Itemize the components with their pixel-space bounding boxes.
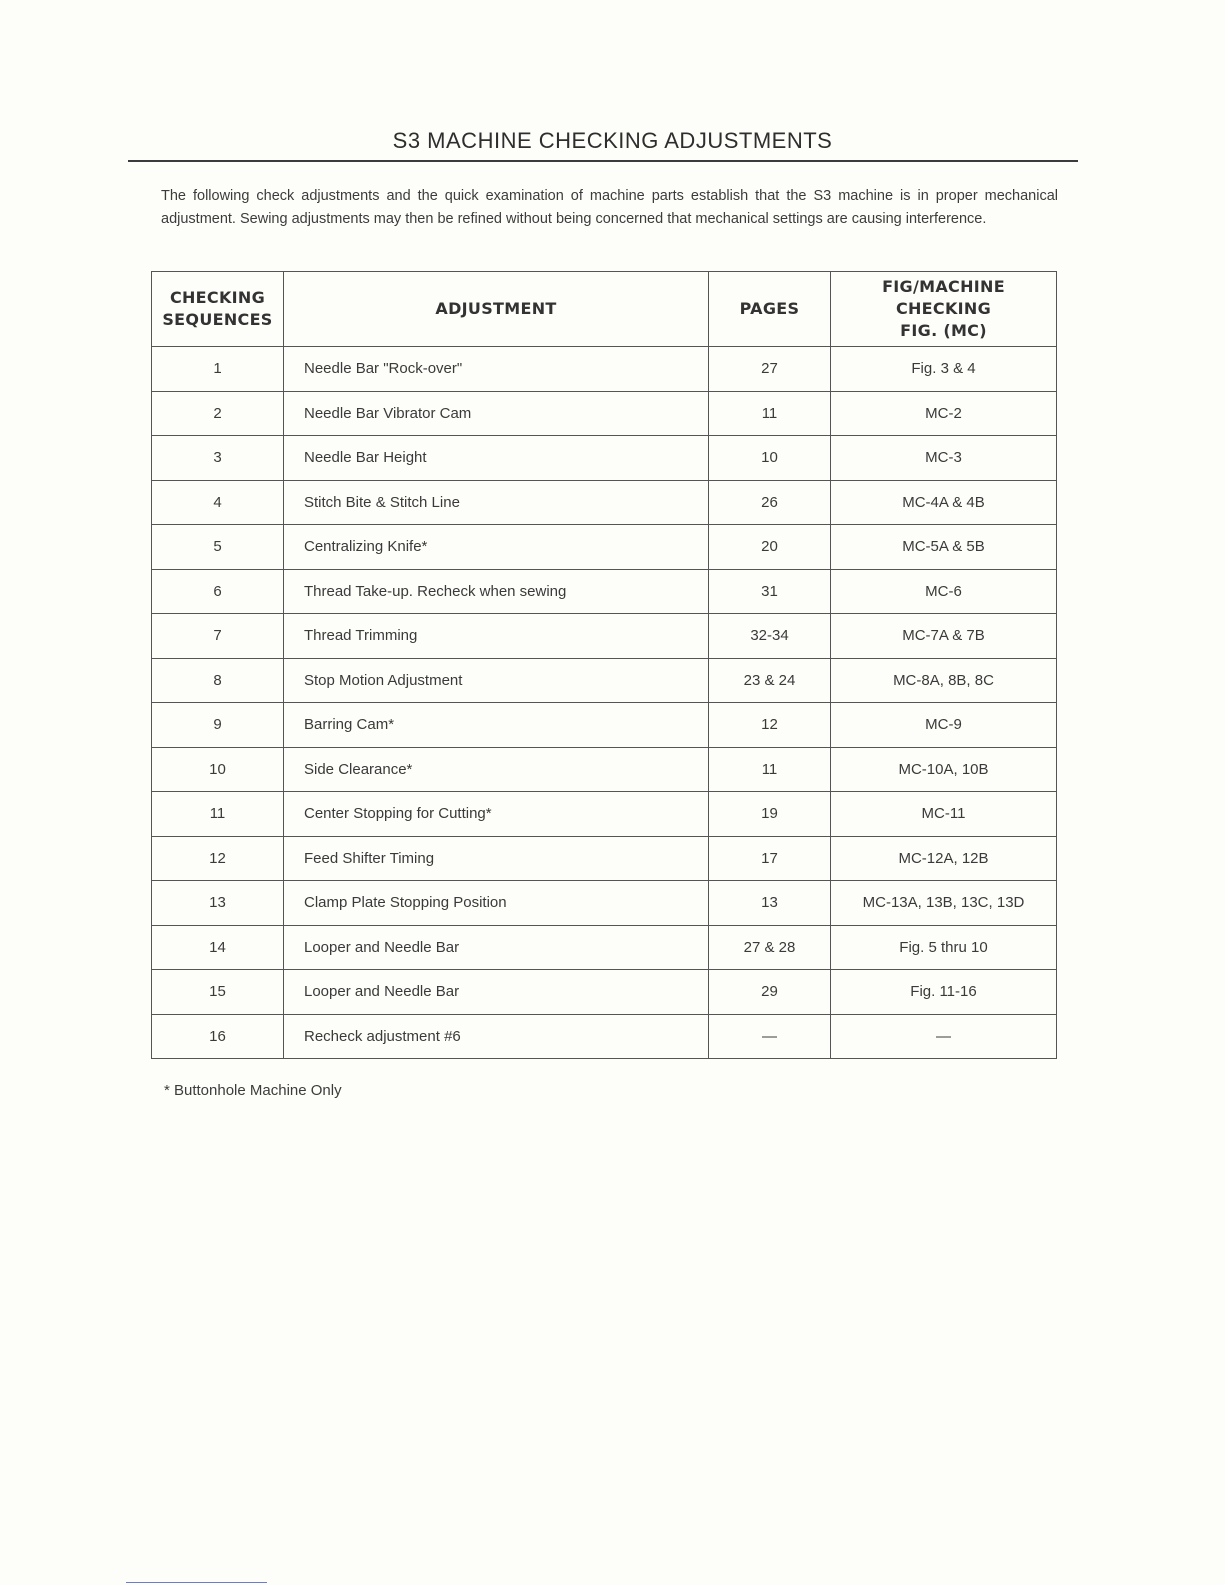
cell-sequence: 1 [152, 347, 284, 392]
cell-pages: 29 [709, 970, 831, 1015]
page-title: S3 MACHINE CHECKING ADJUSTMENTS [392, 128, 833, 153]
cell-fig: — [831, 1014, 1057, 1059]
header-adjustment: ADJUSTMENT [284, 272, 709, 347]
cell-fig: Fig. 3 & 4 [831, 347, 1057, 392]
table-row [152, 569, 1057, 614]
cell-fig: MC-7A & 7B [831, 614, 1057, 659]
header-checking-sequences [152, 272, 284, 347]
cell-fig: Fig. 11-16 [831, 970, 1057, 1015]
cell-sequence: 6 [152, 569, 284, 614]
cell-adjustment: Side Clearance* [284, 747, 709, 792]
cell-pages: 11 [709, 391, 831, 436]
cell-sequence: 9 [152, 703, 284, 748]
cell-sequence: 10 [152, 747, 284, 792]
table-row [152, 836, 1057, 881]
cell-sequence: 8 [152, 658, 284, 703]
cell-sequence: 16 [152, 1014, 284, 1059]
cell-pages: 12 [709, 703, 831, 748]
cell-adjustment: Looper and Needle Bar [284, 970, 709, 1015]
cell-fig: MC-3 [831, 436, 1057, 481]
cell-adjustment: Clamp Plate Stopping Position [284, 881, 709, 926]
cell-adjustment: Thread Trimming [284, 614, 709, 659]
table-row [152, 614, 1057, 659]
cell-fig: MC-2 [831, 391, 1057, 436]
cell-sequence: 13 [152, 881, 284, 926]
header-sequence-line2: SEQUENCES [162, 310, 273, 329]
cell-adjustment: Needle Bar "Rock-over" [284, 347, 709, 392]
cell-fig: MC-10A, 10B [831, 747, 1057, 792]
table-row [152, 703, 1057, 748]
cell-sequence: 12 [152, 836, 284, 881]
cell-adjustment: Needle Bar Vibrator Cam [284, 391, 709, 436]
cell-sequence: 2 [152, 391, 284, 436]
cell-pages: 23 & 24 [709, 658, 831, 703]
table-row [152, 658, 1057, 703]
title-underline [128, 160, 1078, 162]
cell-pages: 27 [709, 347, 831, 392]
cell-fig: MC-13A, 13B, 13C, 13D [831, 881, 1057, 926]
cell-adjustment: Stop Motion Adjustment [284, 658, 709, 703]
table-row [152, 881, 1057, 926]
cell-adjustment: Looper and Needle Bar [284, 925, 709, 970]
cell-adjustment: Feed Shifter Timing [284, 836, 709, 881]
table-header-row [152, 272, 1057, 347]
cell-adjustment: Centralizing Knife* [284, 525, 709, 570]
cell-pages: — [709, 1014, 831, 1059]
table-row [152, 747, 1057, 792]
cell-fig: Fig. 5 thru 10 [831, 925, 1057, 970]
cell-sequence: 3 [152, 436, 284, 481]
cell-pages: 17 [709, 836, 831, 881]
cell-fig: MC-4A & 4B [831, 480, 1057, 525]
cell-sequence: 14 [152, 925, 284, 970]
cell-pages: 20 [709, 525, 831, 570]
cell-fig: MC-12A, 12B [831, 836, 1057, 881]
table-row [152, 391, 1057, 436]
cell-fig: MC-6 [831, 569, 1057, 614]
table-row [152, 436, 1057, 481]
cell-fig: MC-11 [831, 792, 1057, 837]
bottom-edge-line [126, 1582, 267, 1583]
intro-paragraph: The following check adjustments and the quick examination of machine parts establish that the S3 machine is in proper mechanical adjustment. Sewing adjustments may then be refined without being concerned that mechanical settings are causing interference. [161, 188, 1058, 227]
table-body [152, 347, 1057, 1059]
header-fig-line3: FIG. (MC) [900, 321, 987, 340]
cell-sequence: 11 [152, 792, 284, 837]
footnote: * Buttonhole Machine Only [164, 1082, 342, 1099]
header-fig-machine-checking [831, 272, 1057, 347]
cell-pages: 19 [709, 792, 831, 837]
cell-sequence: 15 [152, 970, 284, 1015]
table-row [152, 1014, 1057, 1059]
cell-adjustment: Recheck adjustment #6 [284, 1014, 709, 1059]
table-row [152, 792, 1057, 837]
cell-pages: 32-34 [709, 614, 831, 659]
cell-sequence: 4 [152, 480, 284, 525]
cell-pages: 10 [709, 436, 831, 481]
table-row [152, 347, 1057, 392]
cell-pages: 11 [709, 747, 831, 792]
header-pages: PAGES [709, 272, 831, 347]
cell-fig: MC-8A, 8B, 8C [831, 658, 1057, 703]
cell-fig: MC-9 [831, 703, 1057, 748]
cell-adjustment: Barring Cam* [284, 703, 709, 748]
table-row [152, 925, 1057, 970]
header-sequence-line1: CHECKING [169, 288, 266, 307]
cell-adjustment: Center Stopping for Cutting* [284, 792, 709, 837]
checking-adjustments-table [151, 271, 1057, 1059]
cell-sequence: 7 [152, 614, 284, 659]
cell-adjustment: Thread Take-up. Recheck when sewing [284, 569, 709, 614]
cell-pages: 27 & 28 [709, 925, 831, 970]
table-row [152, 480, 1057, 525]
cell-fig: MC-5A & 5B [831, 525, 1057, 570]
cell-pages: 26 [709, 480, 831, 525]
cell-pages: 31 [709, 569, 831, 614]
cell-pages: 13 [709, 881, 831, 926]
header-fig-line2: CHECKING [895, 299, 992, 318]
table-row [152, 970, 1057, 1015]
cell-adjustment: Stitch Bite & Stitch Line [284, 480, 709, 525]
header-fig-line1: FIG/MACHINE [882, 277, 1005, 296]
cell-sequence: 5 [152, 525, 284, 570]
table-row [152, 525, 1057, 570]
cell-adjustment: Needle Bar Height [284, 436, 709, 481]
table-header [152, 272, 1057, 347]
